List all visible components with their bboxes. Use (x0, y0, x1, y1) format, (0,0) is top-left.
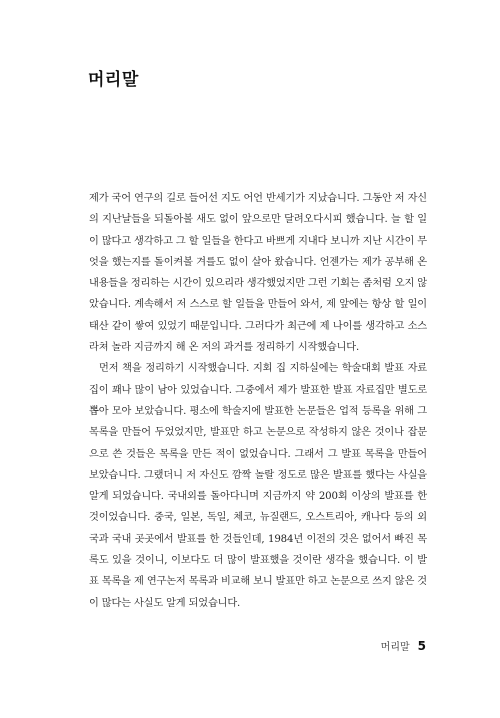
page-number: 5 (417, 639, 426, 653)
body-text (89, 188, 427, 614)
page-title: 머리말 (88, 70, 139, 90)
page-footer (381, 638, 426, 653)
paragraph-2: 먼저 책을 정리하기 시작했습니다. 지회 집 지하실에는 학술대회 발표 자료집이 꽤나 많이 남아 있었습니다. 그중에서 제가 발표한 발표 자료집만 별도로 뽑아 모아 보았습니다. 평소에 학술지에 발표한 논문들은 업적 등록을 위해 그 목록을 만들어 두었었지만, 발표만 하고 논문으로 작성하지 않은 것이나 잡문으로 쓴 것들은 목록을 만든 적이 없었습니다. 그래서 그 발표 목록을 만들어 보았습니다. 그랬더니 저 자신도 깜짝 놀랄 정도로 많은 발표를 했다는 사실을 알게 되었습니다. 국내외를 돌아다니며 지금까지 약 200회 이상의 발표를 한 것이었습니다. 중국, 일본, 독일, 체코, 뉴질랜드, 오스트리아, 캐나다 등의 외국과 국내 곳곳에서 발표를 한 것들인데, 1984년 이전의 것은 없어서 빠진 목록도 있을 것이니, 이보다도 더 많이 발표했을 것이란 생각을 했습니다. 이 발표 목록을 제 연구논저 목록과 비교해 보니 발표만 하고 논문으로 쓰지 않은 것이 많다는 사실도 알게 되었습니다. (89, 363, 427, 609)
paragraph-1: 제가 국어 연구의 길로 들어선 지도 어언 반세기가 지났습니다. 그동안 저 자신의 지난날들을 되돌아볼 새도 없이 앞으로만 달려오다시피 했습니다. 늘 할 일이 많다고 생각하고 그 할 일들을 한다고 바쁘게 지내다 보니까 지난 시간이 무엇을 했는지를 돌이켜볼 겨를도 없이 살아 왔습니다. 언젠가는 제가 공부해 온 내용들을 정리하는 시간이 있으리라 생각했었지만 그런 기회는 좀처럼 오지 않았습니다. 계속해서 저 스스로 할 일들을 만들어 와서, 제 앞에는 항상 할 일이 태산 같이 쌓여 있었기 때문입니다. 그러다가 최근에 제 나이를 생각하고 소스라쳐 놀라 지금까지 해 온 저의 과거를 정리하기 시작했습니다. (89, 193, 427, 354)
running-head: 머리말 (380, 642, 410, 653)
